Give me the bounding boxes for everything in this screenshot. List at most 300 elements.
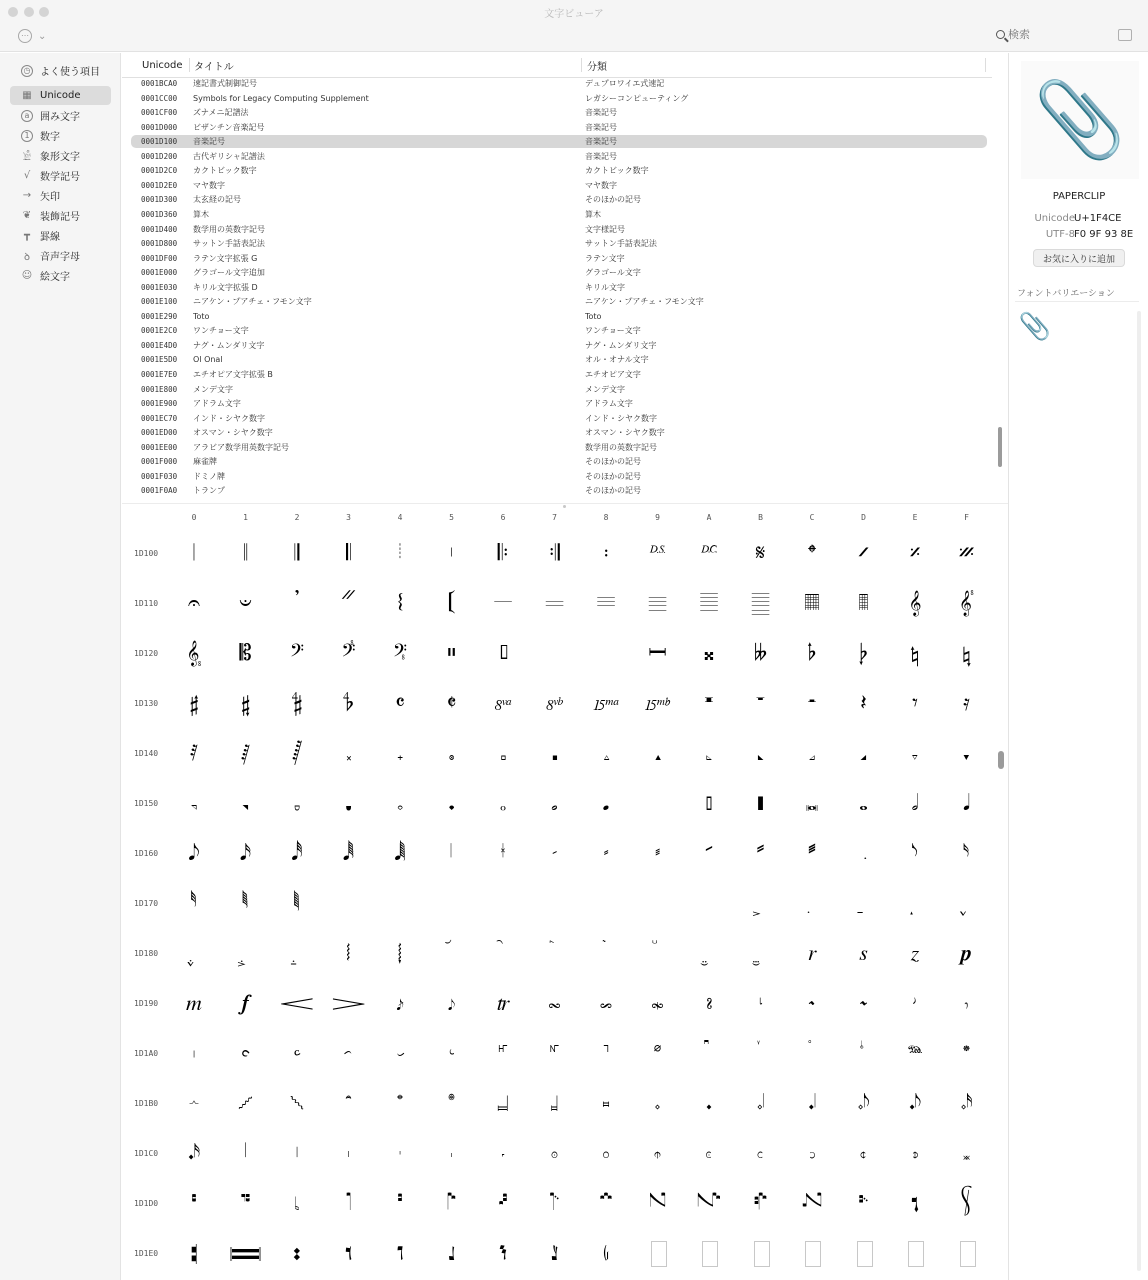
sidebar-item-label: 矢印: [40, 192, 60, 203]
glyph-cell[interactable]: 𝆏: [960, 941, 972, 966]
glyph-cell[interactable]: 𝅙: [654, 791, 661, 816]
action-menu-button[interactable]: [18, 29, 46, 43]
table-row[interactable]: [131, 266, 987, 279]
table-row[interactable]: [131, 484, 987, 497]
glyph-cell[interactable]: 𝅯: [963, 841, 970, 866]
glyph-cell[interactable]: 𝄰: [189, 691, 199, 716]
glyph-cell[interactable]: 𝇈: [602, 1141, 610, 1166]
glyph-cell[interactable]: [689, 1034, 729, 1074]
glyph-cell[interactable]: 𝇎: [911, 1141, 919, 1166]
glyph-cell[interactable]: [535, 834, 575, 874]
glyph-cell[interactable]: 𝆴: [396, 1091, 404, 1116]
glyph-cell[interactable]: 𝄂: [294, 541, 300, 566]
glyph-cell[interactable]: 𝆱: [238, 1091, 253, 1116]
row-label: 1D1E0: [134, 1249, 159, 1258]
glyph-cell[interactable]: 𝇡: [230, 1241, 261, 1266]
glyph-cell[interactable]: 𝄽: [860, 691, 867, 716]
sidebar-item-math[interactable]: [10, 166, 111, 185]
glyph-cell[interactable]: 𝄈: [603, 541, 609, 566]
glyph-cell[interactable]: 𝄻: [756, 691, 765, 716]
glyph-cell[interactable]: 𝆓: [331, 991, 365, 1016]
glyph-cell[interactable]: 𝄆: [497, 541, 509, 566]
glyph-cell[interactable]: 𝄘: [597, 591, 615, 616]
glyph-cell[interactable]: [844, 834, 884, 874]
glyph-cell[interactable]: 𝅝: [859, 791, 868, 816]
glyph-cell[interactable]: 𝇃: [347, 1141, 350, 1166]
glyph-cell[interactable]: 𝄵: [446, 691, 457, 716]
glyph-cell[interactable]: 𝇟: [960, 1191, 973, 1216]
glyph-cell[interactable]: [741, 1234, 781, 1274]
glyph-cell[interactable]: 𝇍: [860, 1141, 867, 1166]
search-input[interactable]: [1008, 28, 1098, 41]
glyph-cell[interactable]: 𝄡: [239, 641, 252, 666]
glyph-cell[interactable]: 𝇨: [602, 1241, 610, 1266]
glyph-cell[interactable]: 𝇂: [296, 1141, 298, 1166]
glyph-cell[interactable]: [586, 834, 626, 874]
glyph-cell[interactable]: 𝅈: [602, 741, 610, 766]
glyph-cell[interactable]: 𝆌: [807, 941, 817, 966]
glyph-cell[interactable]: 𝆶: [497, 1091, 509, 1116]
glyph-cell[interactable]: 𝄲: [291, 691, 303, 716]
glyph-cell[interactable]: 𝄅: [451, 541, 452, 566]
glyph-cell[interactable]: 𝆠: [193, 1041, 195, 1066]
glyph-cell[interactable]: 𝇔: [396, 1191, 404, 1216]
glyph-cell[interactable]: 𝄍: [858, 541, 869, 566]
glyph-cell[interactable]: 𝆎: [910, 941, 920, 966]
glyph-cell[interactable]: 𝄞: [908, 591, 922, 616]
glyph-cell[interactable]: 𝅘𝅥𝅱: [342, 841, 355, 866]
glyph-cell[interactable]: 𝄣: [341, 641, 356, 666]
glyph-cell[interactable]: 𝅫: [756, 841, 765, 866]
glyph-cell[interactable]: 𝇏: [962, 1141, 971, 1166]
glyph-cell[interactable]: 𝆖: [496, 991, 510, 1016]
table-row[interactable]: [131, 237, 987, 250]
glyph-cell[interactable]: 𝇊: [705, 1141, 713, 1166]
glyph-cell[interactable]: 𝄺: [704, 691, 714, 716]
table-row[interactable]: [131, 368, 987, 381]
glyph-cell[interactable]: 𝇝: [857, 1191, 870, 1216]
glyph-cell[interactable]: 𝇑: [239, 1191, 252, 1216]
table-row[interactable]: [131, 106, 987, 119]
glyph-cell[interactable]: [535, 634, 575, 674]
sidebar-item-favorites[interactable]: [10, 61, 111, 80]
glyph-cell[interactable]: 𝄒: [294, 591, 300, 616]
glyph-cell[interactable]: 𝄸: [593, 691, 619, 716]
glyph-cell[interactable]: 𝅦: [501, 841, 505, 866]
glyph-cell[interactable]: 𝆗: [548, 991, 561, 1016]
glyph-cell[interactable]: 𝇐: [190, 1191, 198, 1216]
glyph-cell[interactable]: 𝇒: [293, 1191, 301, 1216]
glyph-cell[interactable]: [586, 884, 626, 924]
table-row[interactable]: [131, 324, 987, 337]
glyph-cell[interactable]: 𝅱: [242, 891, 249, 916]
glyph-cell[interactable]: 𝆸: [602, 1091, 610, 1116]
glyph-cell[interactable]: 𝆔: [396, 991, 404, 1016]
glyph-cell[interactable]: 𝄩: [648, 641, 667, 666]
glyph-cell[interactable]: 𝄮: [910, 641, 920, 666]
column-separator[interactable]: [985, 58, 986, 72]
glyph-cell[interactable]: 𝆳: [345, 1091, 352, 1116]
glyph-cell[interactable]: 𝇕: [445, 1191, 458, 1216]
glyph-cell[interactable]: 𝆐: [186, 991, 202, 1016]
glyph-cell[interactable]: 𝄀: [193, 541, 195, 566]
table-row[interactable]: [131, 121, 987, 134]
column-separator[interactable]: [189, 58, 190, 72]
glyph-cell[interactable]: [741, 934, 781, 974]
sidebar-item-emoji[interactable]: [10, 266, 111, 285]
glyph-cell[interactable]: 𝅑: [242, 791, 249, 816]
glyph-cell[interactable]: 𝅎: [911, 741, 919, 766]
glyph-cell[interactable]: 𝆢: [293, 1041, 301, 1066]
glyph-cell[interactable]: [947, 884, 987, 924]
sidebar-item-enclosed[interactable]: [10, 106, 111, 125]
table-row[interactable]: [131, 77, 987, 90]
glyph-cell[interactable]: 𝅃: [345, 741, 352, 766]
glyph-cell[interactable]: 𝅘𝅥𝅮: [188, 841, 200, 866]
glyph-cell[interactable]: 𝆺: [705, 1091, 713, 1116]
glyph-cell[interactable]: 𝄼: [807, 691, 817, 716]
glyph-cell[interactable]: 𝄙: [648, 591, 667, 616]
glyph-cell[interactable]: 𝄃: [346, 541, 351, 566]
table-row[interactable]: [131, 412, 987, 425]
grid-scrollbar[interactable]: [998, 751, 1004, 769]
glyph-cell[interactable]: 𝄇: [549, 541, 560, 566]
glyph-cell[interactable]: 𝆦: [498, 1041, 508, 1066]
glyph-cell[interactable]: 𝄥: [448, 641, 455, 666]
glyph-cell[interactable]: 𝄾: [912, 691, 918, 716]
glyph-cell[interactable]: 𝆷: [550, 1091, 559, 1116]
glyph-cell[interactable]: [380, 884, 420, 924]
add-to-favorites-button[interactable]: お気に入りに追加: [1033, 249, 1125, 267]
glyph-cell[interactable]: 𝇙: [648, 1191, 667, 1216]
glyph-cell[interactable]: 𝄐: [187, 591, 201, 616]
sidebar-item-phonetic[interactable]: [10, 246, 111, 265]
search-field[interactable]: [996, 28, 1098, 41]
glyph-cell[interactable]: 𝆺𝅥: [807, 1091, 817, 1116]
glyph-cell[interactable]: 𝄬: [807, 641, 817, 666]
glyph-cell[interactable]: 𝄹: [644, 691, 671, 716]
table-row[interactable]: [131, 223, 987, 236]
glyph-cell[interactable]: 𝄴: [395, 691, 405, 716]
table-row[interactable]: [131, 455, 987, 468]
glyph-cell[interactable]: 𝆥: [449, 1041, 454, 1066]
inspector-toggle-icon[interactable]: [1118, 29, 1132, 41]
glyph-cell[interactable]: 𝆙: [651, 991, 664, 1016]
glyph-cell[interactable]: 𝆍: [859, 941, 868, 966]
glyph-cell[interactable]: [535, 934, 575, 974]
glyph-cell[interactable]: 𝅅: [448, 741, 455, 766]
table-row[interactable]: [131, 426, 987, 439]
glyph-cell[interactable]: 𝅘𝅥𝅲: [394, 841, 406, 866]
glyph-cell[interactable]: 𝄿: [963, 691, 970, 716]
sidebar-item-arrows[interactable]: [10, 186, 111, 205]
glyph-cell[interactable]: 𝆹𝅥: [756, 1091, 765, 1116]
column-header-unicode[interactable]: Unicode: [142, 59, 183, 71]
glyph-cell[interactable]: 𝅬: [808, 841, 816, 866]
glyph-cell[interactable]: 𝄪: [704, 641, 714, 666]
glyph-cell[interactable]: 𝇛: [752, 1191, 769, 1216]
glyph-cell[interactable]: 𝇥: [448, 1241, 455, 1266]
glyph-cell[interactable]: 𝆹𝅥𝅯: [960, 1091, 973, 1116]
table-row[interactable]: [131, 208, 987, 221]
glyph-cell[interactable]: 𝆤: [396, 1041, 404, 1066]
glyph-cell[interactable]: 𝅌: [808, 741, 816, 766]
glyph-cell[interactable]: 𝄉: [649, 541, 666, 566]
table-row[interactable]: [131, 164, 987, 177]
table-row[interactable]: [131, 441, 987, 454]
glyph-cell[interactable]: 𝆡: [241, 1041, 250, 1066]
glyph-cell[interactable]: [741, 1034, 781, 1074]
glyph-cell[interactable]: 𝅔: [396, 791, 404, 816]
glyph-cell[interactable]: 𝄫: [753, 641, 768, 666]
glyph-cell[interactable]: 𝇧: [551, 1241, 558, 1266]
glyph-cell[interactable]: 𝆯: [963, 1041, 970, 1066]
glyph-cell[interactable]: [638, 934, 678, 974]
glyph-cell[interactable]: 𝄕: [448, 591, 455, 616]
glyph-cell[interactable]: 𝇖: [497, 1191, 509, 1216]
glyph-cell[interactable]: [586, 934, 626, 974]
glyph-cell[interactable]: 𝅒: [293, 791, 301, 816]
glyph-cell[interactable]: [638, 834, 678, 874]
table-row[interactable]: [131, 397, 987, 410]
glyph-cell[interactable]: 𝅚: [705, 791, 713, 816]
table-row[interactable]: [131, 179, 987, 192]
glyph-cell[interactable]: 𝄷: [546, 691, 563, 716]
glyph-cell[interactable]: 𝇌: [808, 1141, 816, 1166]
glyph-cell[interactable]: 𝅇: [551, 741, 558, 766]
glyph-cell[interactable]: 𝅘: [602, 791, 610, 816]
glyph-cell[interactable]: [689, 884, 729, 924]
glyph-cell[interactable]: 𝆑: [241, 991, 250, 1016]
glyph-cell[interactable]: 𝆄: [398, 941, 402, 966]
table-row[interactable]: [131, 193, 987, 206]
glyph-cell[interactable]: [638, 884, 678, 924]
glyph-cell[interactable]: 𝄌: [808, 541, 816, 566]
glyph-cell[interactable]: 𝄖: [494, 591, 512, 616]
glyph-cell[interactable]: 𝆟: [964, 991, 969, 1016]
glyph-cell[interactable]: [277, 934, 317, 974]
glyph-cell[interactable]: 𝆺𝅥𝅯: [187, 1141, 201, 1166]
box-line-icon: ┳: [23, 230, 31, 241]
glyph-cell[interactable]: 𝄄: [399, 541, 401, 566]
glyph-cell[interactable]: 𝄁: [243, 541, 248, 566]
glyph-cell[interactable]: 𝆲: [289, 1091, 305, 1116]
table-row[interactable]: [131, 252, 987, 265]
glyph-cell[interactable]: 𝇇: [551, 1141, 558, 1166]
glyph-cell[interactable]: [432, 934, 472, 974]
glyph-cell[interactable]: 𝅮: [912, 841, 918, 866]
glyph-cell[interactable]: 𝆮: [907, 1041, 923, 1066]
glyph-cell[interactable]: 𝇘: [598, 1191, 614, 1216]
table-row[interactable]: [131, 339, 987, 352]
glyph-cell[interactable]: 𝅘𝅥𝅰: [291, 841, 303, 866]
glyph-cell[interactable]: 𝄠: [186, 641, 202, 666]
glyph-cell[interactable]: [483, 884, 523, 924]
glyph-cell[interactable]: 𝆘: [599, 991, 613, 1016]
glyph-cell[interactable]: 𝅏: [963, 741, 970, 766]
sidebar-item-ornaments[interactable]: [10, 206, 111, 225]
glyph-cell[interactable]: 𝄯: [962, 641, 971, 666]
glyph-cell[interactable]: 𝅛: [757, 791, 764, 816]
glyph-cell[interactable]: [329, 884, 369, 924]
glyph-cell[interactable]: 𝇋: [757, 1141, 764, 1166]
glyph-cell[interactable]: [844, 884, 884, 924]
glyph-cell[interactable]: 𝄜: [804, 591, 820, 616]
glyph-cell[interactable]: 𝆺𝅥𝅮: [908, 1091, 922, 1116]
glyph-cell[interactable]: [689, 1234, 729, 1274]
glyph-cell[interactable]: 𝄦: [498, 641, 508, 666]
glyph-cell[interactable]: [792, 884, 832, 924]
column-header-category[interactable]: 分類: [587, 61, 607, 73]
glyph-cell[interactable]: [792, 1234, 832, 1274]
glyph-cell[interactable]: 𝇗: [548, 1191, 561, 1216]
glyph-cell[interactable]: 𝇞: [911, 1191, 919, 1216]
sidebar-item-unicode[interactable]: [10, 86, 111, 105]
glyph-cell[interactable]: [844, 1034, 884, 1074]
glyph-cell[interactable]: [535, 884, 575, 924]
glyph-cell[interactable]: 𝄭: [859, 641, 868, 666]
font-variation-paperclip-icon[interactable]: 📎: [1018, 312, 1052, 342]
glyph-cell[interactable]: 𝄶: [494, 691, 512, 716]
glyph-cell[interactable]: [741, 884, 781, 924]
glyph-cell[interactable]: 𝆩: [653, 1041, 662, 1066]
glyph-cell[interactable]: 𝄗: [545, 591, 564, 616]
table-row[interactable]: [131, 310, 987, 323]
glyph-cell[interactable]: 𝄚: [700, 591, 718, 616]
glyph-cell[interactable]: 𝅀: [189, 741, 199, 766]
glyph-cell[interactable]: 𝆣: [345, 1041, 352, 1066]
glyph-cell[interactable]: 𝅁: [241, 741, 250, 766]
glyph-cell[interactable]: 𝄎: [909, 541, 921, 566]
glyph-cell[interactable]: 𝅕: [448, 791, 455, 816]
glyph-cell[interactable]: [483, 934, 523, 974]
column-label: D: [861, 513, 866, 522]
table-row[interactable]: [131, 281, 987, 294]
glyph-cell[interactable]: 𝇄: [399, 1141, 401, 1166]
glyph-cell[interactable]: 𝅗𝅥: [911, 791, 919, 816]
glyph-cell[interactable]: 𝇆: [501, 1141, 505, 1166]
glyph-cell[interactable]: 𝇓: [344, 1191, 353, 1216]
glyph-cell[interactable]: [895, 884, 935, 924]
glyph-cell[interactable]: 𝄟: [958, 591, 975, 616]
glyph-cell[interactable]: 𝆹: [654, 1091, 661, 1116]
glyph-cell[interactable]: 𝄱: [241, 691, 250, 716]
glyph-cell[interactable]: 𝇦: [499, 1241, 507, 1266]
glyph-cell[interactable]: 𝅊: [705, 741, 713, 766]
glyph-cell[interactable]: 𝅘𝅥𝅯: [239, 841, 252, 866]
glyph-cell[interactable]: 𝄔: [397, 591, 403, 616]
glyph-cell[interactable]: 𝆝: [860, 991, 867, 1016]
glyph-cell[interactable]: 𝅐: [190, 791, 198, 816]
table-row[interactable]: [131, 92, 987, 105]
glyph-cell[interactable]: 𝅆: [499, 741, 507, 766]
glyph-cell[interactable]: 𝆃: [346, 941, 351, 966]
glyph-cell[interactable]: 𝅍: [860, 741, 867, 766]
glyph-cell[interactable]: 𝄓: [340, 591, 357, 616]
glyph-cell[interactable]: 𝅲: [294, 891, 300, 916]
glyph-cell[interactable]: 𝆚: [705, 991, 713, 1016]
glyph-cell[interactable]: 𝄏: [958, 541, 975, 566]
glyph-cell[interactable]: 𝇜: [800, 1191, 824, 1216]
sidebar-item-pictographs[interactable]: [10, 146, 111, 165]
glyph-cell[interactable]: 𝅂: [292, 741, 302, 766]
glyph-cell[interactable]: 𝅗: [551, 791, 558, 816]
glyph-cell[interactable]: 𝄤: [392, 641, 408, 666]
glyph-cell[interactable]: 𝅖: [499, 791, 507, 816]
inspector-scrollbar[interactable]: [1137, 311, 1141, 1271]
table-row[interactable]: [131, 150, 987, 163]
table-scrollbar[interactable]: [998, 427, 1002, 467]
glyph-cell[interactable]: 𝇢: [293, 1241, 301, 1266]
glyph-cell[interactable]: 𝇅: [450, 1141, 453, 1166]
glyph-cell[interactable]: 𝄋: [755, 541, 766, 566]
glyph-cell[interactable]: 𝆵: [448, 1091, 455, 1116]
glyph-cell[interactable]: [947, 1234, 987, 1274]
glyph-cell[interactable]: 𝆞: [913, 991, 917, 1016]
glyph-cell[interactable]: 𝅘𝅥: [963, 791, 970, 816]
table-row[interactable]: [131, 353, 987, 366]
glyph-cell[interactable]: [792, 1034, 832, 1074]
glyph-cell[interactable]: 𝆒: [280, 991, 314, 1016]
table-row[interactable]: [131, 295, 987, 308]
glyph-cell[interactable]: 𝅓: [345, 791, 352, 816]
glyph-cell[interactable]: 𝆕: [447, 991, 456, 1016]
glyph-cell[interactable]: 𝇁: [244, 1141, 247, 1166]
table-row[interactable]: [131, 135, 987, 148]
sidebar-item-digits[interactable]: [10, 126, 111, 145]
glyph-cell[interactable]: 𝆛: [758, 991, 763, 1016]
glyph-cell[interactable]: [226, 934, 266, 974]
glyph-cell[interactable]: [586, 634, 626, 674]
glyph-cell[interactable]: 𝄛: [751, 591, 770, 616]
table-row[interactable]: [131, 470, 987, 483]
glyph-cell[interactable]: 𝇠: [190, 1241, 198, 1266]
glyph-cell[interactable]: 𝆨: [603, 1041, 609, 1066]
glyph-cell[interactable]: 𝅰: [191, 891, 197, 916]
glyph-cell[interactable]: 𝆧: [549, 1041, 560, 1066]
column-header-title[interactable]: タイトル: [194, 61, 234, 73]
glyph-cell[interactable]: 𝅜: [805, 791, 819, 816]
glyph-cell[interactable]: 𝄑: [239, 591, 252, 616]
glyph-cell[interactable]: 𝅋: [757, 741, 764, 766]
glyph-cell[interactable]: [638, 1234, 678, 1274]
glyph-cell[interactable]: [432, 884, 472, 924]
glyph-cell[interactable]: 𝄳: [343, 691, 354, 716]
glyph-cell[interactable]: 𝅥: [450, 841, 453, 866]
glyph-cell[interactable]: 𝄝: [858, 591, 869, 616]
column-separator[interactable]: [581, 58, 582, 72]
glyph-cell[interactable]: 𝅉: [654, 741, 661, 766]
glyph-cell[interactable]: 𝄊: [701, 541, 717, 566]
glyph-cell[interactable]: [844, 1234, 884, 1274]
glyph-cell[interactable]: 𝄢: [289, 641, 305, 666]
glyph-cell[interactable]: [895, 1234, 935, 1274]
glyph-cell[interactable]: 𝇉: [654, 1141, 661, 1166]
glyph-cell[interactable]: 𝅪: [705, 841, 713, 866]
row-category: メンデ文字: [585, 384, 625, 394]
glyph-cell[interactable]: 𝆜: [809, 991, 815, 1016]
glyph-cell[interactable]: 𝆹𝅥𝅮: [857, 1091, 870, 1116]
glyph-cell[interactable]: 𝇤: [396, 1241, 404, 1266]
glyph-cell[interactable]: 𝅄: [396, 741, 404, 766]
glyph-cell[interactable]: 𝆰: [189, 1091, 199, 1116]
glyph-cell[interactable]: [689, 934, 729, 974]
table-row[interactable]: [131, 383, 987, 396]
glyph-cell[interactable]: 𝇣: [345, 1241, 352, 1266]
glyph-cell[interactable]: [174, 934, 214, 974]
sidebar-item-box-drawing[interactable]: [10, 226, 111, 245]
glyph-cell[interactable]: 𝇚: [696, 1191, 722, 1216]
